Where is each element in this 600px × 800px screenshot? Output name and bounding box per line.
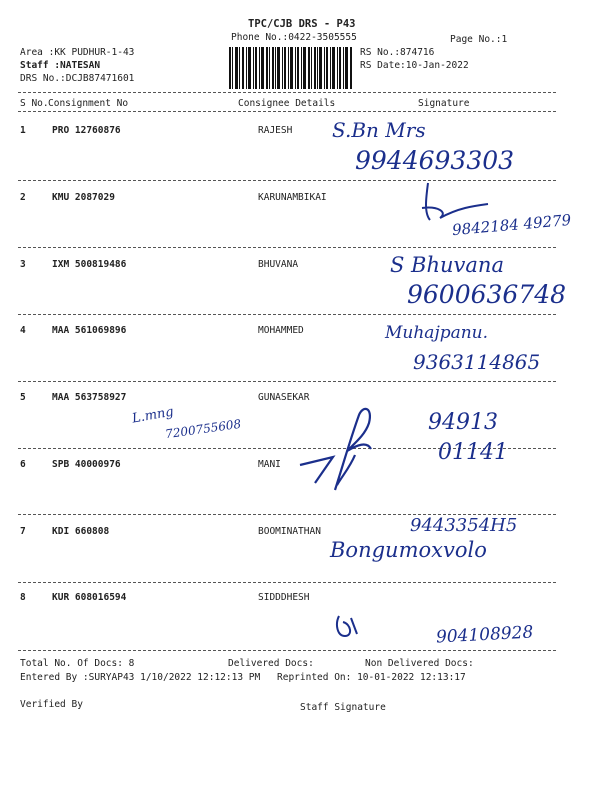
row-5-consignment: MAA 563758927 [52,392,127,403]
row-5-sno: 5 [20,392,26,403]
row-2-sno: 2 [20,192,26,203]
row-6-sno: 6 [20,459,26,470]
row-7-handwritten-name: Bongumoxvolo [330,538,487,562]
row-4-consignee: MOHAMMED [258,325,304,336]
row-3-handwritten-name: S Bhuvana [390,253,504,277]
staff-label: Staff :NATESAN [20,60,101,71]
row-6-consignment: SPB 40000976 [52,459,121,470]
staff-signature: Staff Signature [300,702,386,713]
row-5-handwritten-note-number: 7200755608 [164,416,242,442]
row-3-sno: 3 [20,259,26,270]
row-5-handwritten-phone-a: 94913 [428,410,498,435]
row-4-rule [18,381,556,382]
row-2-rule [18,247,556,248]
drs-number: DRS No.:DCJB87471601 [20,73,135,84]
row-3-consignee: BHUVANA [258,259,299,270]
row-4-consignment: MAA 561069896 [52,325,127,336]
column-header-signature: Signature [418,98,470,109]
row-8-signature-scribble [333,612,363,642]
row-7-consignee: BOOMINATHAN [258,526,321,537]
row-3-consignment: IXM 500819486 [52,259,127,270]
row-1-sno: 1 [20,125,26,136]
row-4-handwritten-name: Muhajpanu. [385,323,489,343]
row-5-consignee: GUNASEKAR [258,392,310,403]
page-number: Page No.:1 [450,34,508,45]
rs-date: RS Date:10-Jan-2022 [360,60,469,71]
non-delivered-docs: Non Delivered Docs: [365,658,474,669]
row-8-sno: 8 [20,592,26,603]
row-4-handwritten-phone: 9363114865 [413,350,541,374]
verified-by: Verified By [20,699,83,710]
column-header-consignment: Consignment No [48,98,129,109]
row-2-handwritten-phone: 9842184 49279 [451,210,572,240]
header-bottom-rule [18,111,556,112]
document-title: TPC/CJB DRS - P43 [248,18,356,30]
column-header-sno: S No. [20,98,49,109]
row-6-consignee: MANI [258,459,281,470]
row-4-sno: 4 [20,325,26,336]
delivered-docs: Delivered Docs: [228,658,314,669]
area-label: Area :KK PUDHUR-1-43 [20,47,135,58]
row-7-consignment: KDI 660808 [52,526,110,537]
row-5-6-signature-scribble [295,395,395,495]
row-5-handwritten-note: L.mng [131,404,175,427]
rs-number: RS No.:874716 [360,47,435,58]
row-8-rule [18,650,556,651]
row-7-handwritten-phone: 9443354H5 [410,515,518,536]
row-7-rule [18,582,556,583]
row-5-handwritten-phone-b: 01141 [438,440,508,465]
row-3-handwritten-phone: 9600636748 [407,280,567,309]
row-2-consignee: KARUNAMBIKAI [258,192,327,203]
column-header-consignee: Consignee Details [238,98,336,109]
entered-by: Entered By :SURYAP43 1/10/2022 12:12:13 PM [20,672,261,683]
row-1-consignee: RAJESH [258,125,293,136]
row-7-sno: 7 [20,526,26,537]
row-8-consignment: KUR 608016594 [52,592,127,603]
row-1-consignment: PRO 12760876 [52,125,121,136]
row-8-consignee: SIDDDHESH [258,592,310,603]
reprinted-on: Reprinted On: 10-01-2022 12:13:17 [277,672,466,683]
header-top-rule [18,92,556,93]
phone-number: Phone No.:0422-3505555 [231,32,357,43]
row-8-handwritten-phone: 904108928 [435,622,534,648]
row-1-handwritten-phone: 9944693303 [355,146,515,175]
row-1-handwritten-name: S.Bn Mrs [332,118,426,142]
total-docs: Total No. Of Docs: 8 [20,658,135,669]
row-3-rule [18,314,556,315]
row-2-consignment: KMU 2087029 [52,192,115,203]
barcode-image [229,47,353,89]
